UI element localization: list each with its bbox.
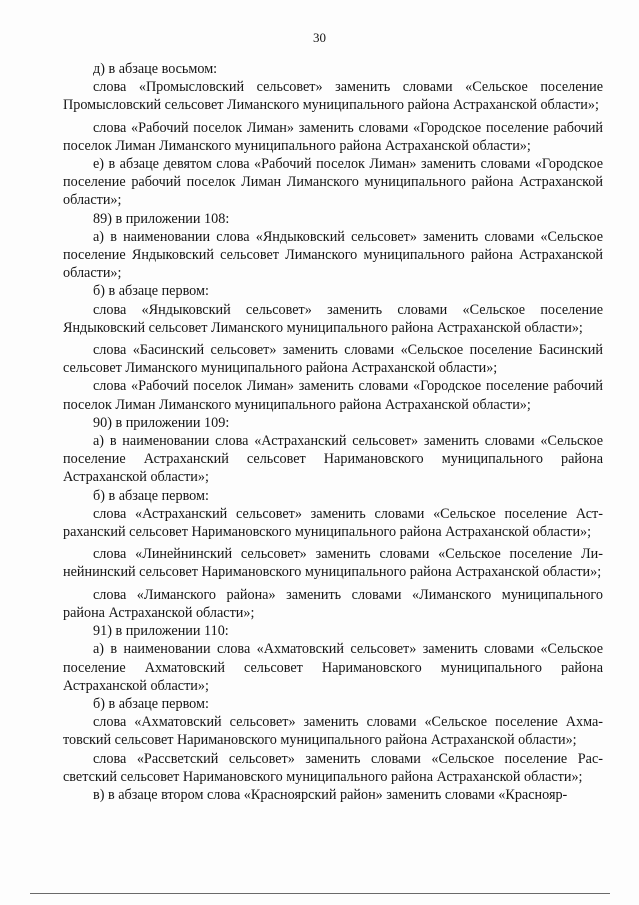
paragraph: б) в абзаце первом: — [93, 283, 209, 300]
paragraph: слова «Лиманского района» заменить словами «Лиманского муниципального района Астраханской области»; — [63, 586, 603, 621]
paragraph: б) в абзаце первом: — [93, 487, 209, 504]
paragraph: е) в абзаце девятом слова «Рабочий поселок Лиман» заменить словами «Городское поселение рабочий поселок Лиман Лиманского муниципального района Астраханской области»; — [63, 156, 603, 209]
paragraph: 89) в приложении 108: — [93, 210, 230, 227]
paragraph: а) в наименовании слова «Астраханский сельсовет» заменить словами «Сельское поселение Астраханский сельсовет Наримановского муниципального района Астраханской области»; — [63, 433, 603, 486]
paragraph: слова «Линейнинский сельсовет» заменить словами «Сельское поселение Линейнинский сельсовет Наримановского муниципального района Астраханской области»; — [63, 546, 603, 581]
paragraph: 91) в приложении 110: — [93, 623, 229, 640]
document-body — [63, 60, 603, 804]
paragraph: д) в абзаце восьмом: — [93, 61, 218, 77]
paragraph: слова «Рассветский сельсовет» заменить словами «Сельское поселение Рассветский сельсовет Наримановского муниципального района Астраханской области»; — [63, 750, 603, 785]
paragraph: слова «Астраханский сельсовет» заменить словами «Сельское поселение Астраханский сельсовет Наримановского муниципального района Астраханской области»; — [63, 505, 603, 541]
paragraph: 90) в приложении 109: — [93, 414, 230, 431]
paragraph: слова «Рабочий поселок Лиман» заменить словами «Городское поселение рабочий поселок Лиман Лиманского муниципального района Астраханской области»; — [63, 378, 603, 413]
paragraph: слова «Басинский сельсовет» заменить словами «Сельское поселение Басинский сельсовет Лиманского муниципального района Астраханской области»; — [63, 342, 603, 377]
paragraph: слова «Рабочий поселок Лиман» заменить словами «Городское поселение рабочий поселок Лиман Лиманского муниципального района Астраханской области»; — [63, 119, 603, 154]
paragraph: слова «Ахматовский сельсовет» заменить словами «Сельское поселение Ахматовский сельсовет Наримановского муниципального района Астраханской области»; — [63, 714, 603, 749]
paragraph: слова «Промысловский сельсовет» заменить словами «Сельское поселение Промысловский сельсовет Лиманского муниципального района Астраханской области»; — [63, 79, 603, 114]
paragraph: а) в наименовании слова «Ахматовский сельсовет» заменить словами «Сельское поселение Ахматовский сельсовет Наримановского муниципального района Астраханской области»; — [63, 641, 603, 694]
paragraph: слова «Яндыковский сельсовет» заменить словами «Сельское поселение Яндыковский сельсовет Лиманского муниципального района Астраханской области»; — [63, 301, 603, 336]
paragraph: б) в абзаце первом: — [93, 695, 209, 712]
page-number: 30 — [313, 30, 326, 45]
page-bottom-rule — [30, 893, 610, 894]
paragraph: а) в наименовании слова «Яндыковский сельсовет» заменить словами «Сельское поселение Яндыковский сельсовет Лиманского муниципального района Астраханской области»; — [63, 228, 603, 282]
paragraph: в) в абзаце втором слова «Красноярский район» заменить словами «Краснояр- — [93, 786, 568, 803]
